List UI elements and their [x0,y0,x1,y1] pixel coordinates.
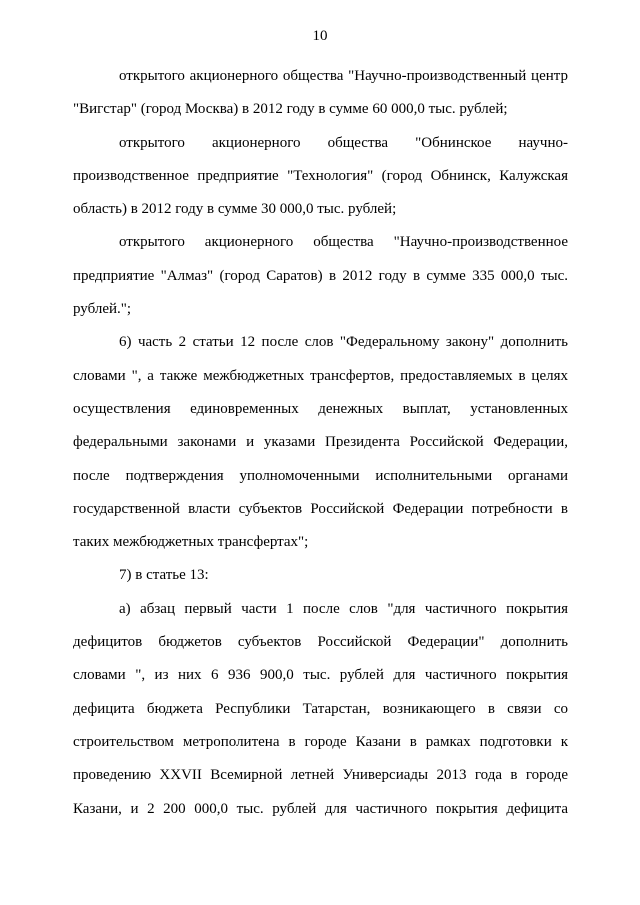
text-line: проведению XXVII Всемирной летней Универсиады 2013 года в городе [73,767,568,784]
text-line: дефицита бюджета Республики Татарстан, возникающего в связи со [73,700,568,717]
text-line: после подтверждения уполномоченными исполнительными органами [73,467,568,484]
text-line: открытого акционерного общества "Научно-производственный центр [119,68,568,84]
text-line: рублей."; [73,301,132,318]
page-number: 10 [312,28,328,44]
text-line: дефицитов бюджетов субъектов Российской Федерации" дополнить [73,634,568,651]
text-line: таких межбюджетных трансфертах"; [73,534,309,551]
text-line: предприятие "Алмаз" (город Саратов) в 2012 году в сумме 335 000,0 тыс. [73,267,568,284]
paragraph [73,60,568,127]
paragraph [73,559,568,592]
text-line: федеральными законами и указами Президента Российской Федерации, [73,434,568,451]
text-line: словами ", из них 6 936 900,0 тыс. рублей для частичного покрытия [73,667,568,684]
text-line: производственное предприятие "Технология" (город Обнинск, Калужская [73,167,568,184]
paragraph [73,326,568,559]
text-line: "Вигстар" (город Москва) в 2012 году в сумме 60 000,0 тыс. рублей; [73,101,508,118]
text-line: открытого акционерного общества "Научно-производственное [119,234,568,251]
text-line: 6) часть 2 статьи 12 после слов "Федеральному закону" дополнить [119,334,568,351]
text-line: словами ", а также межбюджетных трансфертов, предоставляемых в целях [73,367,568,384]
text-line: государственной власти субъектов Российской Федерации потребности в [73,500,568,517]
text-line: Казани, и 2 200 000,0 тыс. рублей для частичного покрытия дефицита [73,800,568,817]
paragraph [73,226,568,326]
text-line: открытого акционерного общества "Обнинское научно- [119,134,568,151]
text-line: а) абзац первый части 1 после слов "для частичного покрытия [119,600,568,617]
text-line: осуществления единовременных денежных выплат, установленных [73,400,568,417]
document-body [73,60,568,826]
text-line: строительством метрополитена в городе Казани в рамках подготовки к [73,733,568,750]
text-line: область) в 2012 году в сумме 30 000,0 тыс. рублей; [73,201,397,218]
paragraph [73,127,568,227]
text-line: 7) в статье 13: [119,567,209,584]
paragraph [73,593,568,826]
